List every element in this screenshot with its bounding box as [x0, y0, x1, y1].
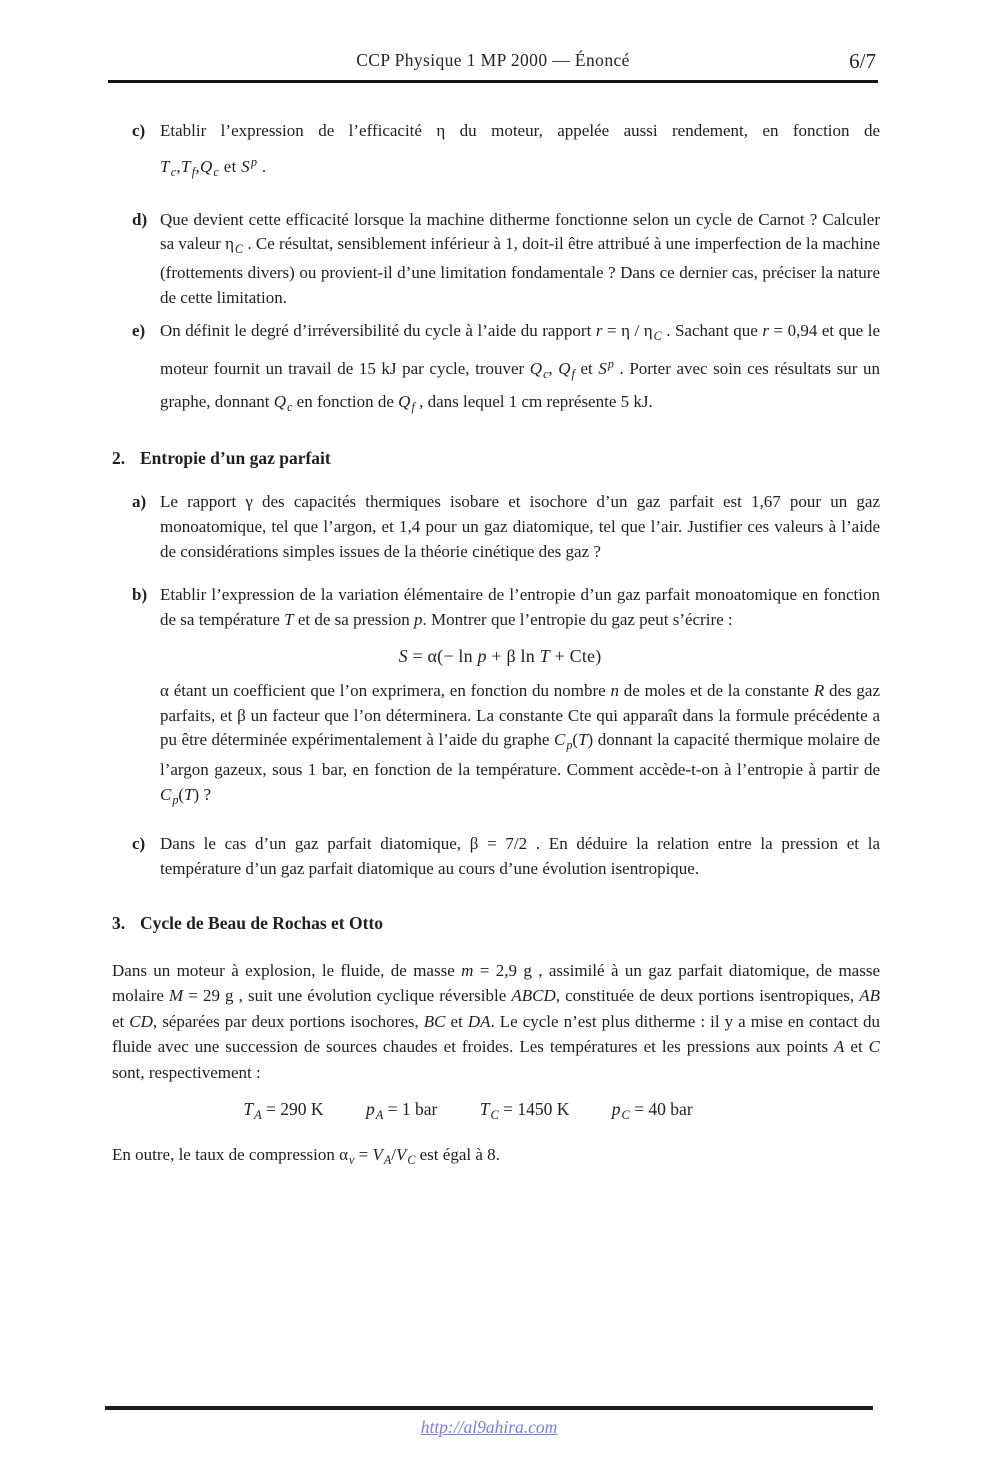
- value-pC: $p_C = 40$ bar: [611, 1098, 693, 1123]
- question-text: Etablir l’expression de l’efficacité η du moteur, appelée aussi rendement, en fonction de: [160, 121, 880, 140]
- question-label: c): [132, 121, 146, 140]
- question-text: Le rapport γ des capacités thermiques isobare et isochore d’un gaz parfait est 1,67 pour un gaz monoatomique, tel que l’argon, et 1,4 pour un gaz diatomique, tel que l’air. Justifier ces valeurs à l’aide de considérations simples issues de la théorie cinétique des gaz ?: [160, 491, 880, 561]
- section-title: Entropie d’un gaz parfait: [140, 448, 331, 469]
- question-item-2a: [112, 490, 880, 564]
- question-text: α étant un coefficient que l’on exprimera, en fonction du nombre n de moles et de la constante R des gaz parfaits, et β un facteur que l’on déterminera. La constante Cte qui apparaît dans la formule précédente a pu être déterminée expérimentalement à l’aide du graphe $C_p(T)$ donnant la capacité thermique molaire de l’argon gazeux, sous 1 bar, en fonction de la température. Comment accède-t-on à l’entropie à partir de $C_p(T)$ ?: [160, 680, 880, 808]
- page-number: 6/7: [849, 49, 876, 73]
- section-heading-2: [112, 446, 880, 471]
- section-heading-3: [112, 911, 880, 936]
- question-label: a): [132, 491, 147, 511]
- page-footer: [105, 1406, 873, 1438]
- state-values-line: [112, 1097, 880, 1128]
- question-item-e: [112, 317, 880, 421]
- question-item-2b: [112, 583, 880, 813]
- question-text: Que devient cette efficacité lorsque la machine ditherme fonctionne selon un cycle de Carnot ? Calculer sa valeur $\eta_C$ . Ce résultat, sensiblement inférieur à 1, doit-il être attribué à une imperfection de la machine (frottements divers) ou provient-il d’une limitation fondamentale ? Dans ce dernier cas, préciser la nature de cette limitation.: [160, 209, 880, 307]
- footer-link[interactable]: http://al9ahira.com: [420, 1417, 558, 1437]
- value-TC: $T_C = 1450$ K: [479, 1098, 570, 1123]
- section-paragraph: Dans un moteur à explosion, le fluide, de masse m = 2,9 g , assimilé à un gaz parfait diatomique, de masse molaire M = 29 g , suit une évolution cyclique réversible ABCD, constituée de deux portions isentropiques, AB et CD, séparées par deux portions isochores, BC et DA. Le cycle n’est plus ditherme : il y a mise en contact du fluide avec une succession de sources chaudes et froides. Les températures et les pressions aux points A et C sont, respectivement :: [112, 960, 881, 1082]
- question-text: On définit le degré d’irréversibilité du cycle à l’aide du rapport $r = \eta / \eta_C$ . Sachant que r = 0,94 et que le moteur fournit un travail de 15 kJ par cycle, trouver $Q_c$, $Q_f$ et $S^p$ . Porter avec soin ces résultats sur un graphe, donnant $Q_c$ en fonction de $Q_f$ , dans lequel 1 cm représente 5 kJ.: [160, 321, 881, 415]
- value-TA: $T_A = 290$ K: [243, 1098, 324, 1123]
- question-item-c: [112, 119, 880, 187]
- inline-math: $T_c,T_f,Q_c$ et $S^p$ .: [160, 154, 267, 179]
- header-title: CCP Physique 1 MP 2000 — Énoncé: [356, 50, 630, 70]
- question-item-2c: [112, 832, 880, 882]
- question-label: c): [132, 833, 146, 853]
- section-number: 2.: [112, 448, 126, 469]
- question-label: b): [132, 585, 148, 605]
- entropy-formula: S = α(− ln p + β ln T + Cte): [398, 645, 602, 666]
- question-item-d: [112, 208, 880, 311]
- question-label: d): [132, 209, 148, 229]
- page-header: [108, 50, 878, 83]
- question-text: Dans le cas d’un gaz parfait diatomique, β = 7/2 . En déduire la relation entre la pression et la température d’un gaz parfait diatomique au cours d’une évolution isentropique.: [160, 833, 880, 878]
- section-title: Cycle de Beau de Rochas et Otto: [140, 913, 384, 934]
- question-label: e): [132, 321, 146, 341]
- document-content: [112, 112, 880, 1172]
- value-pA: $p_A = 1$ bar: [365, 1098, 438, 1123]
- section-number: 3.: [112, 913, 126, 934]
- closing-paragraph: En outre, le taux de compression $\alpha_v = V_A/V_C$ est égal à 8.: [112, 1144, 500, 1167]
- question-text: Etablir l’expression de la variation élémentaire de l’entropie d’un gaz parfait monoatomique en fonction de sa température T et de sa pression p. Montrer que l’entropie du gaz peut s’écrire :: [160, 585, 880, 630]
